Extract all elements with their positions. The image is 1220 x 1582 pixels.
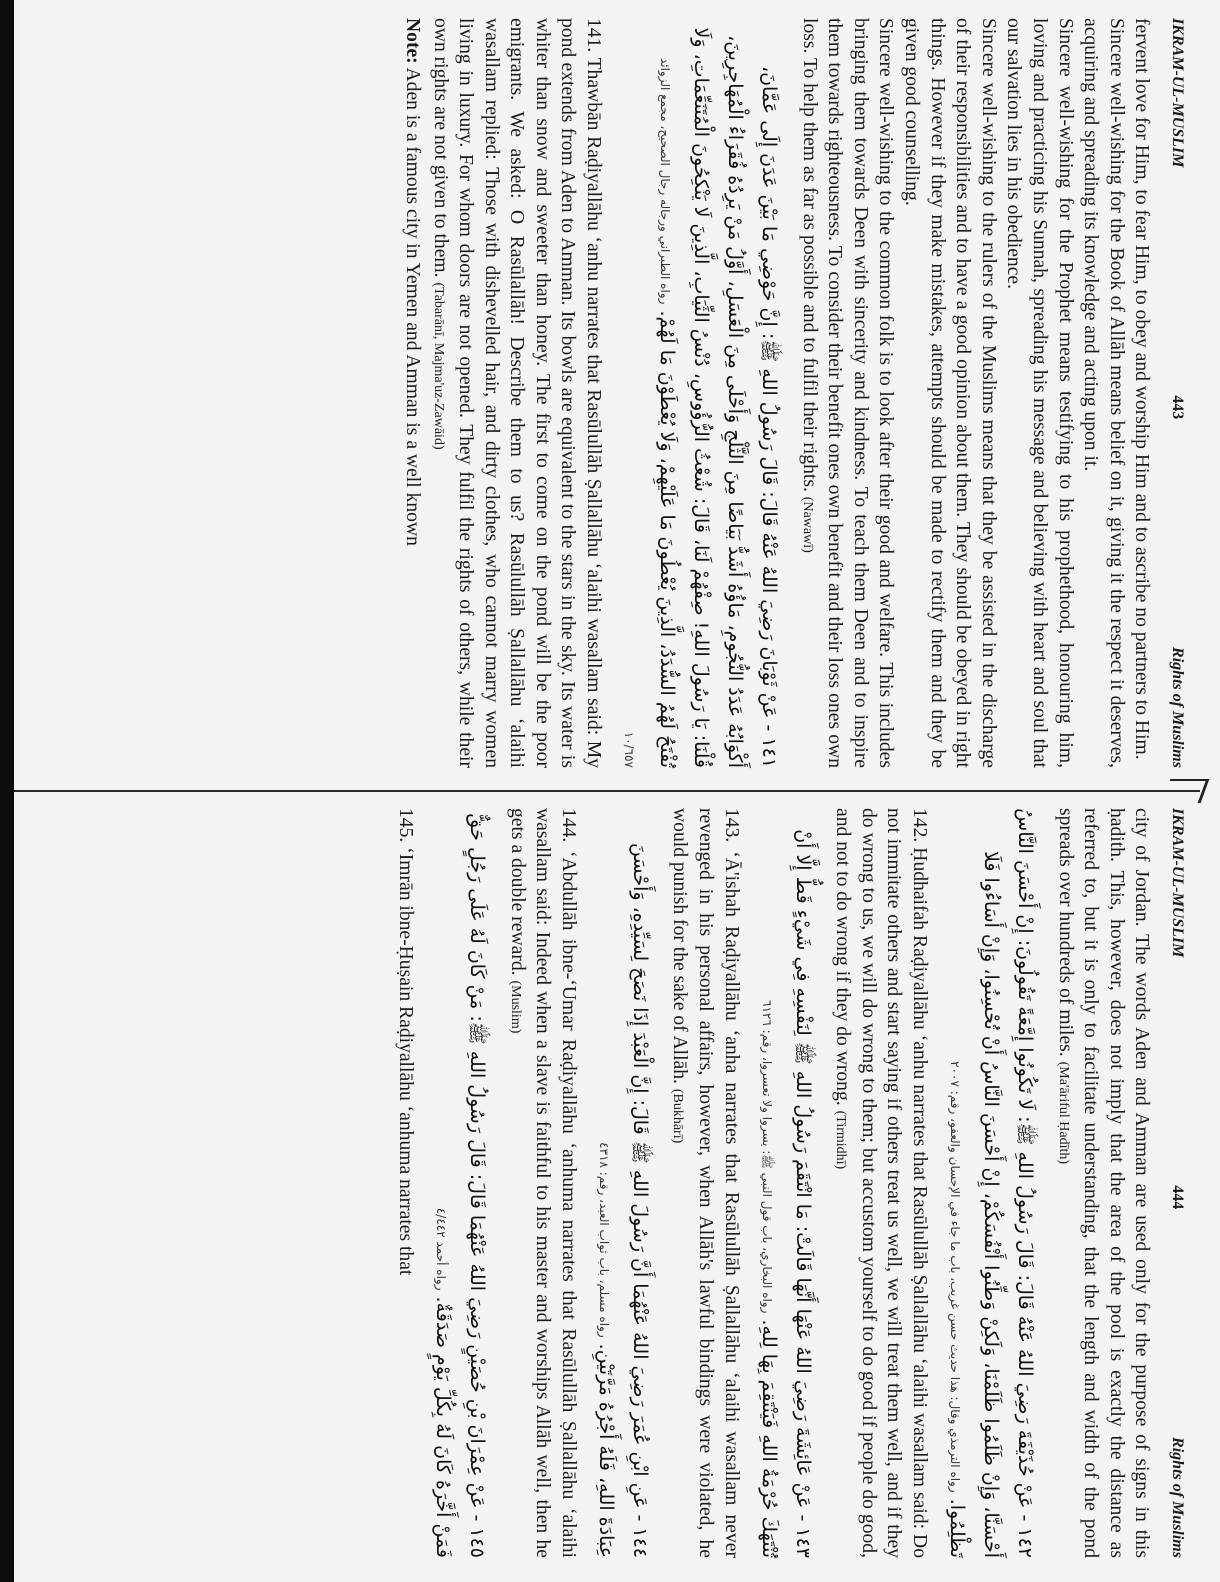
source-citation: (Tirmidhī) [833, 1110, 849, 1170]
hadith-translation [828, 808, 932, 1558]
arabic-hadith-141 [612, 18, 786, 768]
hadith-text: 143. ‘Ā'ishah Raḍiyallāhu ‘anha narrates that Rasūlullāh Ṣallallāhu ‘alaihi wasallam never revenged in his personal affairs, however, when Allāh's lawful bindings were violated, he would punish for the sake of Allāh. [669, 808, 742, 1558]
note-label: Note: [401, 18, 423, 64]
hadith-text: 141. Thawbān Raḍiyallāhu ‘anhu narrates that Rasūlullāh Ṣallallāhu ‘alaihi wasallam said: My pond extends from Aden to Amman. Its bowls are equivalent to the stars in the sky. Its water is whiter than snow and sweeter than honey. The first to come on the pond will be the poor emigrants. We asked: O Rasūlallāh! Describe them to us? Rasūlullāh Ṣallallāhu ‘alaihi wasallam replied: Those with dishevelled hair, and dirty clothes, who cannot marry women living in luxury. For whom doors are not opened. They fulfil the rights of others, while their own rights are not given to them. [429, 18, 605, 768]
arabic-reference: رواه الترمذي وقال: هذا حديث حسن غريب، باب ما جاء في الإحسان والعفو، رقم: ٢٠٠٧ [948, 1061, 963, 1493]
arabic-text: ١٤٥ - عَنْ عِمْرَانَ بْنِ حُصَيْنٍ رَضِيَ اللهُ عَنْهُمَا قَالَ: قَالَ رَسُولُ اللهِ ﷺ: مَنْ كَانَ لَهُ عَلَى رَجُلٍ حَقٌّ فَمَنْ أَخَّرَهُ كَانَ لَهُ بِكُلِّ يَوْمٍ صَدَقَةٌ. [432, 813, 489, 1558]
section-title: Rights of Muslims [1169, 647, 1186, 768]
source-citation: (Muslim) [507, 980, 523, 1034]
page-443-content [110, 18, 1190, 768]
hadith-text: 142. Ḥudhaifah Raḍiyallāhu ‘anhu narrates that Rasūlullāh Ṣallallāhu ‘alaihi wasallam said: Do not immitate others and start saying if others treat us well, we will treat them well, and if they do wrong to us, we will do wrong to them; but accustom yourself to do good if people do good, and not to do wrong if they do wrong. [832, 808, 931, 1558]
running-head [1164, 18, 1190, 768]
page-number: 443 [1169, 395, 1186, 420]
paragraph-text: Sincere well-wishing to the common folk is to look after their good and welfare. This includes bringing them towards Deen with sincerity and kindness. To teach them Deen and to inspire them towards righteousness. To consider their benefit ones own benefit and their loss ones own loss. To help them as far as possible and to fulfil their rights. [798, 18, 897, 768]
source-citation: (Bukhārī) [670, 1088, 686, 1144]
arabic-hadith-144 [587, 808, 657, 1558]
page-443 [14, 6, 1200, 782]
hadith-translation [425, 18, 606, 768]
section-title: Rights of Muslims [1169, 1437, 1186, 1558]
note-text: Aden is a famous city in Yemen and Amman is a well known [401, 67, 423, 546]
book-title: IKRAM-UL-MUSLIM [1169, 18, 1186, 168]
page-444-content [110, 808, 1190, 1558]
hadith-translation: 145. ‘Imrān ibne-Ḥuṣain Raḍiyallāhu ‘anhuma narrates that [395, 808, 417, 1276]
page-number: 444 [1169, 1185, 1186, 1210]
source-citation: (Nawawī) [799, 496, 815, 553]
body-text [399, 18, 1154, 768]
paragraph: Sincere well-wishing for the Book of Allāh means belief on it, giving it the respect it deserves, acquiring and spreading its knowledge and acting upon it. [1080, 18, 1127, 768]
arabic-reference: رواه مسلم، باب ثواب العبد، رقم: ٤٣١٨ [596, 1142, 611, 1338]
note [399, 18, 425, 768]
paragraph [1050, 808, 1154, 1558]
paragraph: Sincere well-wishing for the Prophet means testifying to his prophethood, honouring him, loving and practicing his Sunnah, spreading his message and believing with heart and soul that our salvation lies in his obedience. [1003, 18, 1076, 768]
page-divider [14, 790, 1200, 792]
paragraph: fervent love for Him, to fear Him, to obey and worship Him and to ascribe no partners to Him. [1131, 18, 1153, 760]
arabic-hadith-142 [938, 808, 1042, 1558]
arabic-reference: رواه أحمد ٤/٤٤٢ [434, 1207, 449, 1291]
hadith-text: 144. ‘Abdullāh ibne-‘Umar Raḍiyallāhu ‘anhuma narrates that Rasūlullāh Ṣallallāhu ‘alaihi wasallam said: Indeed when a slave is faithful to his master and worships Allāh well, then he gets a double reward. [506, 808, 579, 1558]
arabic-text: ١٤٤ - عَنِ ابْنِ عُمَرَ رَضِيَ اللهُ عَنْهُمَا أَنَّ رَسُولَ اللهِ ﷺ قَالَ: إِنَّ الْعَبْدَ إِذَا نَصَحَ لِسَيِّدِهِ، وَأَحْسَنَ عِبَادَةَ اللهِ، فَلَهُ أَجْرُهُ مَرَّتَيْنِ. [594, 842, 651, 1558]
hadith-translation [665, 808, 744, 1558]
paragraph [794, 18, 898, 768]
arabic-text: ١٤٣ - عَنْ عَائِشَةَ رَضِيَ اللهُ عَنْهَا أَنَّهَا قَالَتْ: مَا انْتَقَمَ رَسُولُ اللهِ ﷺ لِنَفْسِهِ فِي شَيْءٍ قَطُّ إِلَّا أَنْ تُنْتَهَكَ حُرْمَةُ اللهِ فَيَنْتَقِمَ بِهَا لِلهِ. [757, 829, 814, 1558]
arabic-reference: رواه البخاري، باب قول النبي ﷺ: يسروا ولا تعسروا، رقم: ٦١٢٦ [759, 1000, 774, 1314]
paragraph: Sincere well-wishing to the rulers of the Muslims means that they be assisted in the discharge of their responsibilities and to have a good opinion about them. They should be obeyed in right things. However if they make mistakes, attempts should be made to rectify them and they be given good counselling. [901, 18, 999, 768]
body-text [393, 808, 1155, 1558]
arabic-reference: رواه الطبراني ورجاله رجال الصحيح، مجمع الزوائد ١٠/٦٥٧ [622, 57, 673, 768]
page-444 [14, 796, 1200, 1572]
hadith-translation [502, 808, 581, 1558]
arabic-text: ١٤١ - عَنْ ثَوْبَانَ رَضِيَ اللهُ عَنْهُ قَالَ: قَالَ رَسُولُ اللهِ ﷺ: إِنَّ حَوْضِي مَا بَيْنَ عَدَنَ إِلَى عَمَّانَ، أَكْوَابُهُ عَدَدُ النُّجُومِ، مَاؤُهُ أَشَدُّ بَيَاضًا مِنَ الثَّلْجِ وَأَحْلَى مِنَ الْعَسَلِ، أَوَّلُ مَنْ يَرِدُهُ فُقَرَاءُ الْمُهَاجِرِينَ، قُلْنَا: يَا رَسُولَ اللهِ! صِفْهُمْ لَنَا، قَالَ: شُعْثُ الرُّؤُوسِ، دُنْسُ الثِّيَابِ، الَّذِينَ لَا يَنْكِحُونَ الْمُتَنَعِّمَاتِ، وَلَا تُفْتَحُ لَهُمُ السُّدَدُ، الَّذِينَ يُعْطُونَ مَا عَلَيْهِمْ، وَلَا يُعْطَوْنَ مَا لَهُمْ. [656, 27, 781, 768]
arabic-hadith-143 [750, 808, 820, 1558]
arabic-hadith-145 [424, 808, 494, 1558]
book-title: IKRAM-UL-MUSLIM [1169, 808, 1186, 958]
running-head [1164, 808, 1190, 1558]
source-citation: (Ma'āriful Ḥadīth) [1055, 1061, 1071, 1165]
scan-binding-edge [0, 0, 14, 1582]
arabic-text: ١٤٢ - عَنْ حُذَيْفَةَ رَضِيَ اللهُ عَنْهُ قَالَ: قَالَ رَسُولُ اللهِ ﷺ: لَا تَكُونُوا إِمَّعَةً تَقُولُونَ: إِنْ أَحْسَنَ النَّاسُ أَحْسَنَّا، وَإِنْ ظَلَمُوا ظَلَمْنَا، وَلَكِنْ وَطِّنُوا أَنْفُسَكُمْ، إِنْ أَحْسَنَ النَّاسُ أَنْ تُحْسِنُوا، وَإِنْ أَسَاءُوا فَلَا تَظْلِمُوا. [946, 808, 1037, 1558]
paragraph-text: city of Jordan. The words Aden and Amman are used only for the purpose of signs in this ḥadith. This, however, does not imply that the area of the pool is exactly the distance as referred to, but it is only to facilitate understanding, that the length and width of the pond spreads over hundreds of miles. [1054, 808, 1153, 1558]
source-citation: (Tabarānī, Majma'uz-Zawāid) [430, 282, 446, 450]
